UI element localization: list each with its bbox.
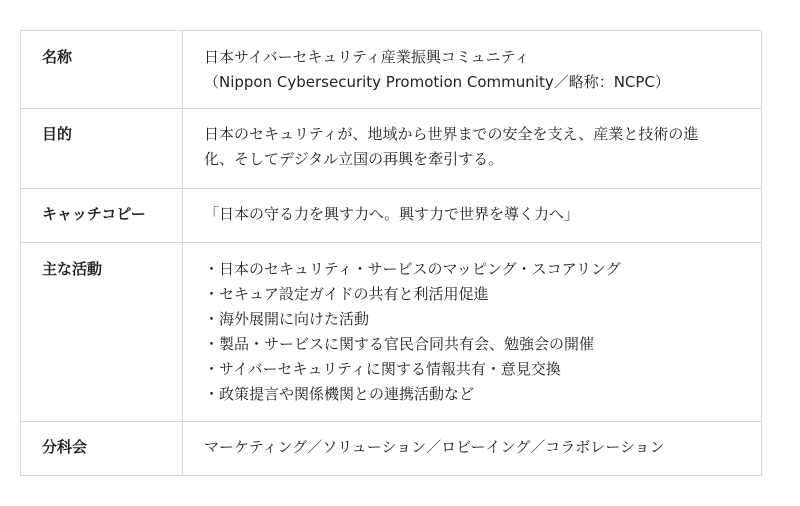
table-row-purpose [21,109,762,189]
name-line-2: （Nippon Cybersecurity Promotion Community／略称：NCPC） [204,73,670,91]
catchphrase-text: 「日本の守る力を興す力へ。興す力で世界を導く力へ」 [204,205,580,223]
subcommittees-text: マーケティング／ソリューション／ロビーイング／コラボレーション [204,438,665,456]
activity-item: ・サイバーセキュリティに関する情報共有・意見交換 [204,360,561,378]
name-line-1: 日本サイバーセキュリティ産業振興コミュニティ [204,48,530,66]
activity-item: ・製品・サービスに関する官民合同共有会、勉強会の開催 [204,335,595,353]
row-label-purpose: 目的 [21,109,183,189]
purpose-line-2: 化、そしてデジタル立国の再興を牽引する。 [204,150,504,168]
row-label-catchphrase: キャッチコピー [21,189,183,243]
info-table [20,30,762,476]
row-label-name: 名称 [21,31,183,109]
activity-item: ・セキュア設定ガイドの共有と利活用促進 [204,285,489,303]
row-label-activities: 主な活動 [21,243,183,422]
row-value-activities [183,243,762,422]
activity-item: ・海外展開に向けた活動 [204,310,370,328]
table-row-subcommittees [21,422,762,476]
activity-item: ・日本のセキュリティ・サービスのマッピング・スコアリング [204,260,621,278]
row-value-purpose [183,109,762,189]
table-row-activities [21,243,762,422]
table-row-name [21,31,762,109]
row-label-subcommittees: 分科会 [21,422,183,476]
purpose-line-1: 日本のセキュリティが、地域から世界までの安全を支え、産業と技術の進 [204,125,699,143]
row-value-catchphrase [183,189,762,243]
table-row-catchphrase [21,189,762,243]
row-value-subcommittees [183,422,762,476]
row-value-name [183,31,762,109]
activity-item: ・政策提言や関係機関との連携活動など [204,385,475,403]
